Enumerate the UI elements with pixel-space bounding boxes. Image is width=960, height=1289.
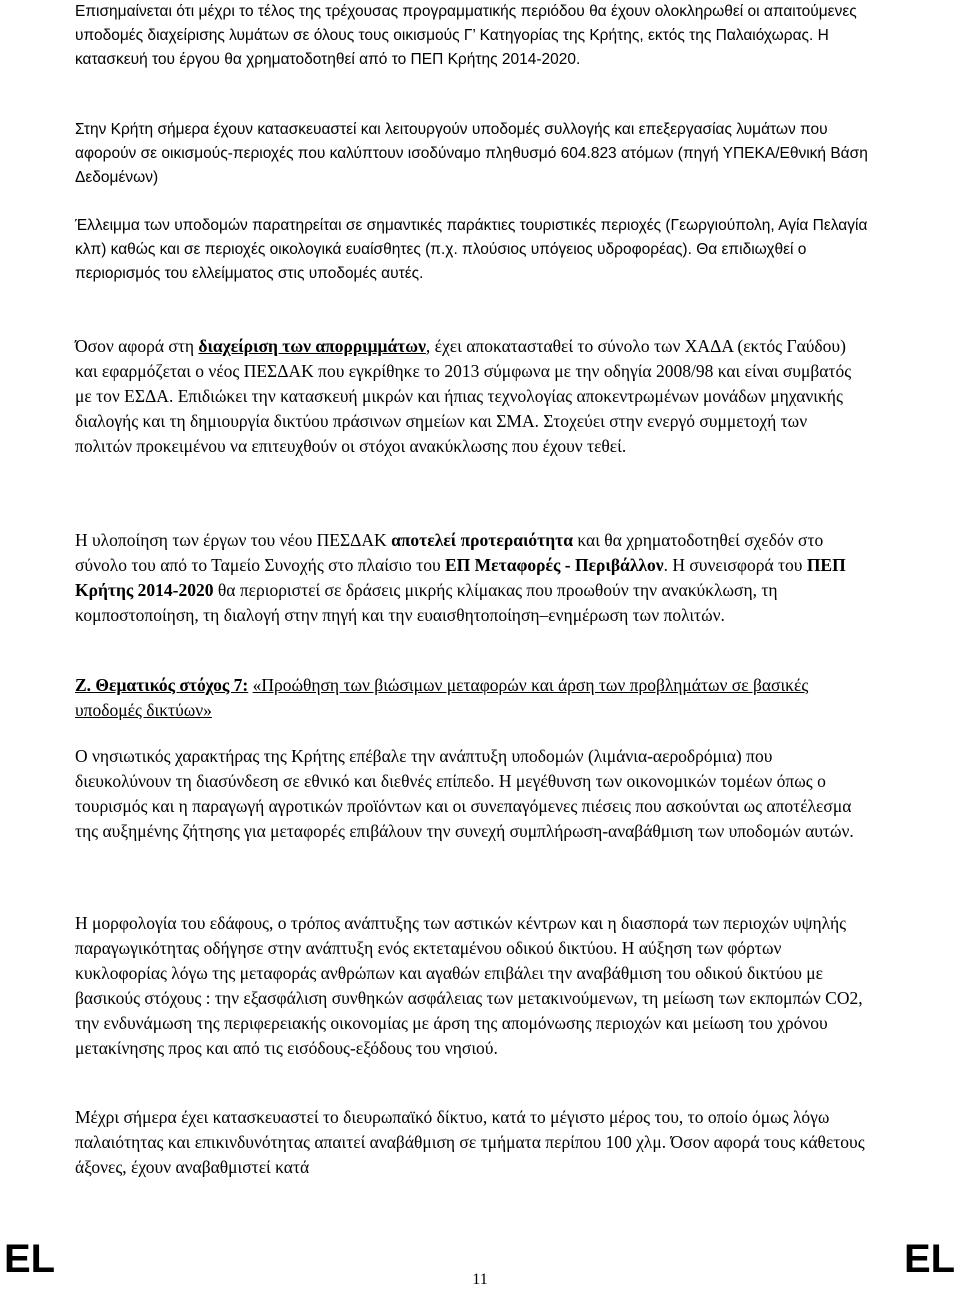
paragraph-4 (75, 334, 865, 459)
footer-language-right: EL (904, 1237, 956, 1281)
paragraph-1: Επισημαίνεται ότι μέχρι το τέλος της τρέχουσας προγραμματικής περιόδου θα έχουν ολοκληρωθεί οι απαιτούμενες υποδομές διαχείρισης λυμάτων σε όλους τους οικισμούς Γ’ Κατηγορίας της Κρήτης, εκτός της Παλαιόχωρας. Η κατασκευή του έργου θα χρηματοδοτηθεί από το ΠΕΠ Κρήτης 2014-2020. (75, 3, 857, 68)
ep-transport-environment-emphasis: ΕΠ Μεταφορές - Περιβάλλον (445, 555, 664, 575)
paragraph-3: Έλλειμμα των υποδομών παρατηρείται σε σημαντικές παράκτιες τουριστικές περιοχές (Γεωργιούπολη, Αγία Πελαγία κλπ) καθώς και σε περιοχές οικολογικά ευαίσθητες (π.χ. πλούσιος υπόγειος υδροφορέας). Θα επιδιωχθεί ο περιορισμός του ελλείμματος στις υποδομές αυτές. (75, 217, 868, 282)
paragraph-4-text-start: Όσον αφορά στη (75, 336, 199, 356)
pep-crete-emphasis: ΠΕΠ Κρήτης 2014-2020 (75, 555, 846, 600)
paragraph-5-text-4: θα περιοριστεί σε δράσεις μικρής κλίμακας που προωθούν την ανακύκλωση, τη κομποστοποίηση, τη διαλογή στην πηγή και την ευαισθητοποίηση–ενημέρωση των πολιτών. (75, 580, 778, 625)
paragraph-5 (75, 528, 865, 628)
paragraph-5-text-2: και θα χρηματοδοτηθεί σχεδόν στο σύνολο του από το Ταμείο Συνοχής στο πλαίσιο του (75, 530, 824, 575)
paragraph-6: Ο νησιωτικός χαρακτήρας της Κρήτης επέβαλε την ανάπτυξη υποδομών (λιμάνια-αεροδρόμια) που διευκολύνουν τη διασύνδεση σε εθνικό και διεθνές επίπεδο. Η μεγέθυνση των οικονομικών τομέων όπως ο τουρισμός και η παραγωγή αγροτικών προϊόντων και οι συνεπαγόμενες πιέσεις που ασκούνται ως αποτέλεσμα της αυξημένης ζήτησης για μεταφορές επιβάλουν την συνεχή συμπλήρωση-αναβάθμιση των υποδομών αυτών. (75, 746, 854, 841)
heading-label: Ζ. Θεματικός στόχος 7: (75, 675, 249, 695)
paragraph-4-text-end: , έχει αποκατασταθεί το σύνολο των ΧΑΔΑ (εκτός Γαύδου) και εφαρμόζεται ο νέος ΠΕΣΔΑΚ που εγκρίθηκε το 2013 σύμφωνα με την οδηγία 2008/98 και είναι συμβατός με τον ΕΣΔΑ. Επιδιώκει την κατασκευή μικρών και ήπιας τεχνολογίας αποκεντρωμένων μονάδων μηχανικής διαλογής και τη δημιουργία δικτύου πράσινων σημείων και ΣΜΑ. Στοχεύει στην ενεργό συμμετοχή των πολιτών προκειμένου να επιτευχθούν οι στόχοι ανακύκλωσης που έχουν τεθεί. (75, 336, 852, 456)
paragraph-8: Μέχρι σήμερα έχει κατασκευαστεί το διευρωπαϊκό δίκτυο, κατά το μέγιστο μέρος του, το οποίο όμως λόγω παλαιότητας και επικινδυνότητας απαιτεί αναβάθμιση σε τμήματα περίπου 100 χλμ. Όσον αφορά τους κάθετους άξονες, έχουν αναβαθμιστεί κατά (75, 1107, 865, 1177)
section-heading-thematic-goal-7 (75, 673, 865, 723)
heading-title: «Προώθηση των βιώσιμων μεταφορών και άρση των προβλημάτων σε βασικές υποδομές δικτύων» (75, 675, 809, 720)
paragraph-5-text-3: . Η συνεισφορά του (663, 555, 807, 575)
paragraph-5-text-1: Η υλοποίηση των έργων του νέου ΠΕΣΔΑΚ (75, 530, 392, 550)
paragraph-7: Η μορφολογία του εδάφους, ο τρόπος ανάπτυξης των αστικών κέντρων και η διασπορά των περιοχών υψηλής παραγωγικότητας οδήγησε στην ανάπτυξη ενός εκτεταμένου οδικού δικτύου. Η αύξηση των φόρτων κυκλοφορίας λόγω της μεταφοράς ανθρώπων και αγαθών επιβάλει την αναβάθμιση του οδικού δικτύου με βασικούς στόχους : την εξασφάλιση συνθηκών ασφάλειας των μετακινούμενων, τη μείωση των εκπομπών CO2, την ενδυνάμωση της περιφερειακής οικονομίας με άρση της απομόνωσης περιοχών και μείωση του χρόνου μετακίνησης προς και από τις εισόδους-εξόδους του νησιού. (75, 913, 863, 1058)
page-number: 11 (472, 1271, 488, 1288)
footer-language-left: EL (4, 1237, 56, 1281)
priority-emphasis: αποτελεί προτεραιότητα (391, 530, 573, 550)
paragraph-2: Στην Κρήτη σήμερα έχουν κατασκευαστεί και λειτουργούν υποδομές συλλογής και επεξεργασίας λυμάτων που αφορούν σε οικισμούς-περιοχές που καλύπτουν ισοδύναμο πληθυσμό 604.823 ατόμων (πηγή ΥΠΕΚΑ/Εθνική Βάση Δεδομένων) (75, 121, 868, 186)
waste-management-emphasis: διαχείριση των απορριμμάτων (198, 336, 426, 356)
